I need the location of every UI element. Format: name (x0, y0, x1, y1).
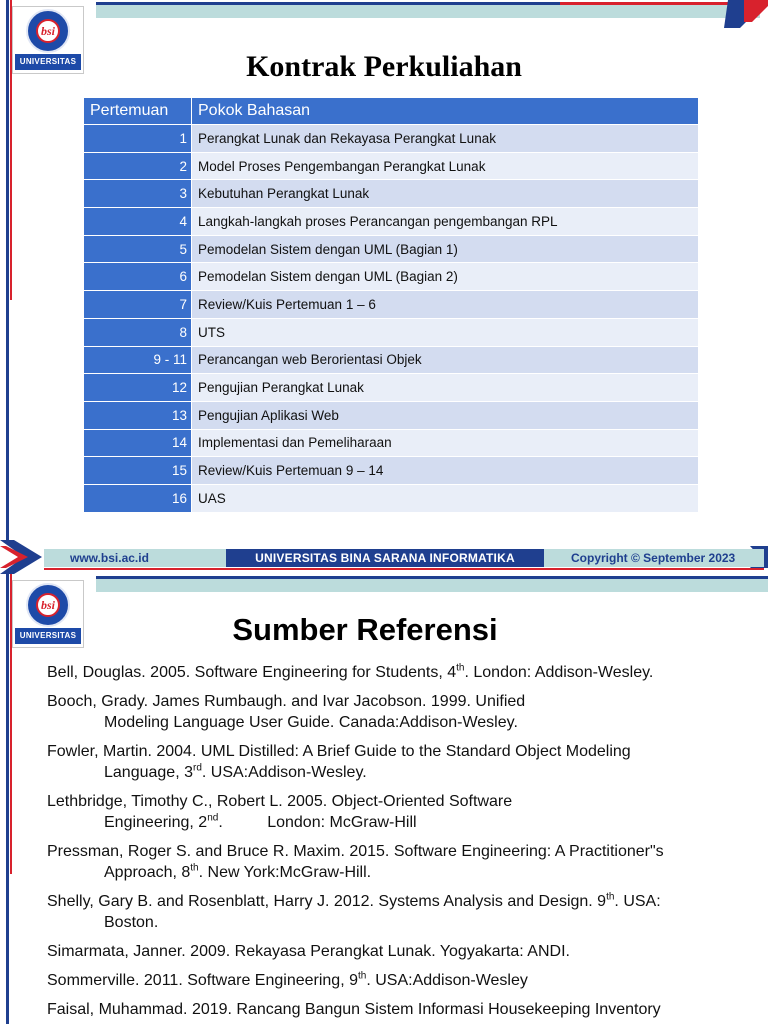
table-row (84, 318, 698, 346)
table-row (84, 373, 698, 401)
pokok-bahasan-cell: Perangkat Lunak dan Rekayasa Perangkat Lunak (192, 124, 698, 152)
pertemuan-cell: 8 (84, 318, 192, 346)
pokok-bahasan-cell: UAS (192, 484, 698, 512)
pertemuan-cell: 3 (84, 179, 192, 207)
pertemuan-cell: 1 (84, 124, 192, 152)
footer-copyright: Copyright © September 2023 (571, 551, 736, 565)
page-title: Kontrak Perkuliahan (246, 50, 522, 83)
reference-item: Fowler, Martin. 2004. UML Distilled: A Brief Guide to the Standard Object Modeling Language, 3rd. USA:Addison-Wesley. (47, 743, 631, 781)
table-row (84, 290, 698, 318)
reference-item: Faisal, Muhammad. 2019. Rancang Bangun Sistem Informasi Housekeeping Inventory (47, 1001, 661, 1018)
reference-item: Pressman, Roger S. and Bruce R. Maxim. 2015. Software Engineering: A Practitioner"s Approach, 8th. New York:McGraw-Hill. (47, 843, 664, 881)
pertemuan-cell: 12 (84, 373, 192, 401)
table-row (84, 429, 698, 457)
reference-item: Booch, Grady. James Rumbaugh. and Ivar Jacobson. 1999. Unified Modeling Language User Guide. Canada:Addison-Wesley. (47, 693, 526, 731)
pertemuan-cell: 16 (84, 484, 192, 512)
table-row (84, 401, 698, 429)
table-row (84, 484, 698, 512)
reference-item: Simarmata, Janner. 2009. Rekayasa Perangkat Lunak. Yogyakarta: ANDI. (47, 943, 570, 960)
footer-strip (0, 540, 768, 574)
top-decoration-2 (0, 574, 768, 604)
table-row (84, 456, 698, 484)
footer-university-name: UNIVERSITAS BINA SARANA INFORMATIKA (255, 551, 515, 565)
table-header-row (84, 98, 698, 124)
logo-seal (26, 9, 70, 53)
pokok-bahasan-cell: UTS (192, 318, 698, 346)
table-row (84, 346, 698, 374)
logo-mark-2: bsi (41, 598, 56, 612)
pokok-bahasan-cell: Perancangan web Berorientasi Objek (192, 346, 698, 374)
pertemuan-cell: 6 (84, 262, 192, 290)
footer-url-link[interactable]: www.bsi.ac.id (70, 551, 149, 565)
slide-sumber-referensi (0, 574, 768, 1024)
reference-item: Sommerville. 2011. Software Engineering, 9th. USA:Addison-Wesley (47, 970, 528, 989)
pertemuan-cell: 2 (84, 152, 192, 180)
top-navy-line (96, 2, 568, 5)
pertemuan-cell: 4 (84, 207, 192, 235)
pertemuan-cell: 7 (84, 290, 192, 318)
pertemuan-cell: 5 (84, 235, 192, 263)
logo-mark: bsi (41, 24, 56, 38)
logo-band-text-2: UNIVERSITAS (15, 628, 81, 644)
pokok-bahasan-cell: Review/Kuis Pertemuan 1 – 6 (192, 290, 698, 318)
column-header-pokok-bahasan: Pokok Bahasan (192, 98, 698, 124)
top-teal-bar-2 (96, 578, 768, 592)
pokok-bahasan-cell: Langkah-langkah proses Perancangan pengembangan RPL (192, 207, 698, 235)
table-row (84, 124, 698, 152)
pertemuan-cell: 15 (84, 456, 192, 484)
top-decoration (0, 0, 768, 30)
footer-red-line (44, 568, 764, 570)
pokok-bahasan-cell: Model Proses Pengembangan Perangkat Lunak (192, 152, 698, 180)
pokok-bahasan-cell: Pemodelan Sistem dengan UML (Bagian 2) (192, 262, 698, 290)
table-row (84, 179, 698, 207)
table-body (84, 124, 698, 512)
pertemuan-cell: 13 (84, 401, 192, 429)
reference-list (47, 662, 749, 1024)
table-row (84, 262, 698, 290)
top-navy-line-2 (96, 576, 768, 579)
contract-table (84, 98, 698, 512)
pokok-bahasan-cell: Pemodelan Sistem dengan UML (Bagian 1) (192, 235, 698, 263)
pokok-bahasan-cell: Review/Kuis Pertemuan 9 – 14 (192, 456, 698, 484)
pokok-bahasan-cell: Pengujian Aplikasi Web (192, 401, 698, 429)
top-chevron-red (744, 0, 768, 22)
top-teal-bar (96, 4, 760, 18)
reference-item: Lethbridge, Timothy C., Robert L. 2005. Object-Oriented Software Engineering, 2nd. London: McGraw-Hill (47, 793, 513, 831)
pertemuan-cell: 9 - 11 (84, 346, 192, 374)
pokok-bahasan-cell: Kebutuhan Perangkat Lunak (192, 179, 698, 207)
logo-band-text: UNIVERSITAS (15, 54, 81, 70)
table-row (84, 207, 698, 235)
column-header-pertemuan: Pertemuan (84, 98, 192, 124)
pertemuan-cell: 14 (84, 429, 192, 457)
pokok-bahasan-cell: Implementasi dan Pemeliharaan (192, 429, 698, 457)
page-title-2: Sumber Referensi (232, 612, 498, 647)
table-row (84, 152, 698, 180)
reference-item: Shelly, Gary B. and Rosenblatt, Harry J. 2012. Systems Analysis and Design. 9th. USA: Boston. (47, 891, 661, 931)
table-row (84, 235, 698, 263)
reference-item: Bell, Douglas. 2005. Software Engineering for Students, 4th. London: Addison-Wesley. (47, 662, 654, 681)
pokok-bahasan-cell: Pengujian Perangkat Lunak (192, 373, 698, 401)
